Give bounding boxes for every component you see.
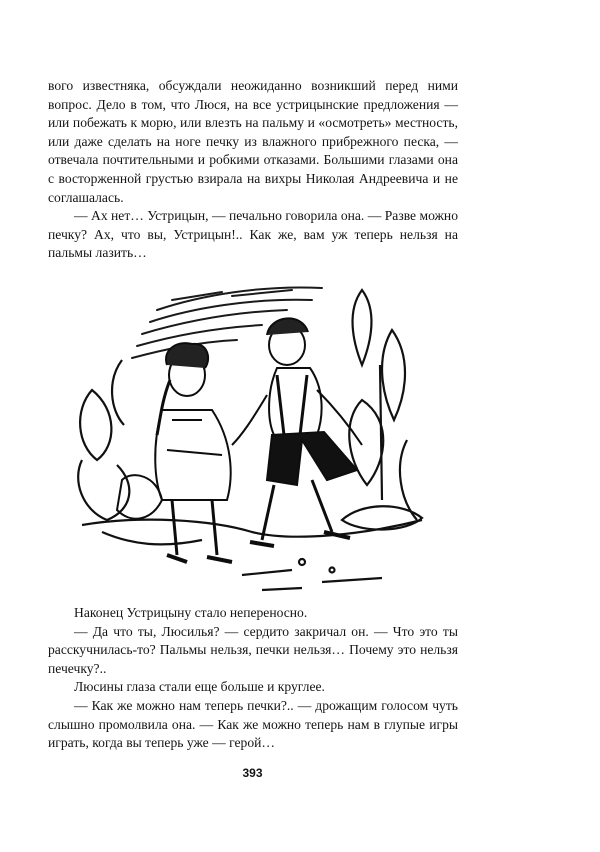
page-number: 393	[242, 766, 263, 780]
paragraph: — Да что ты, Люсилья? — сердито закричал он. — Что это ты расскучнилась-то? Пальмы нельзя, печки нельзя… Почему это нельзя печечку?..	[48, 623, 458, 676]
text-block-bottom	[48, 604, 458, 753]
paragraph: Наконец Устрицыну стало непереносно.	[74, 605, 308, 620]
boy-figure	[232, 318, 362, 546]
paragraph: вого известняка, обсуждали неожиданно возникший перед ними вопрос. Дело в том, что Люся, на все устрицынские предложения — или побежать к морю, или влезть на пальму и «осмотреть» местность, или даже сделать на ноге печку из влажного прибрежного песка, — отвечала почтительными и робкими отказами. Большими глазами она с восторженной грустью взирала на вихры Николая Андреевича и не соглашалась.	[48, 78, 458, 205]
bushes-right	[349, 290, 417, 520]
illustration-girl-and-boy	[62, 270, 442, 602]
bushes-left	[78, 360, 129, 520]
girl-figure	[117, 343, 232, 562]
paragraph: — Ах нет… Устрицын, — печально говорила она. — Разве можно печку? Ах, что вы, Устрицын!.. Как же, вам уж теперь нельзя на пальмы лазить…	[48, 208, 458, 261]
paragraph: Люсины глаза стали еще больше и круглее.	[74, 679, 325, 695]
text-block-top	[48, 77, 458, 263]
paragraph: — Как же можно нам теперь печки?.. — дрожащим голосом чуть слышно промолвила она. — Как же можно теперь нам в глупые игры играть, когда вы теперь уже — герой…	[48, 697, 458, 751]
